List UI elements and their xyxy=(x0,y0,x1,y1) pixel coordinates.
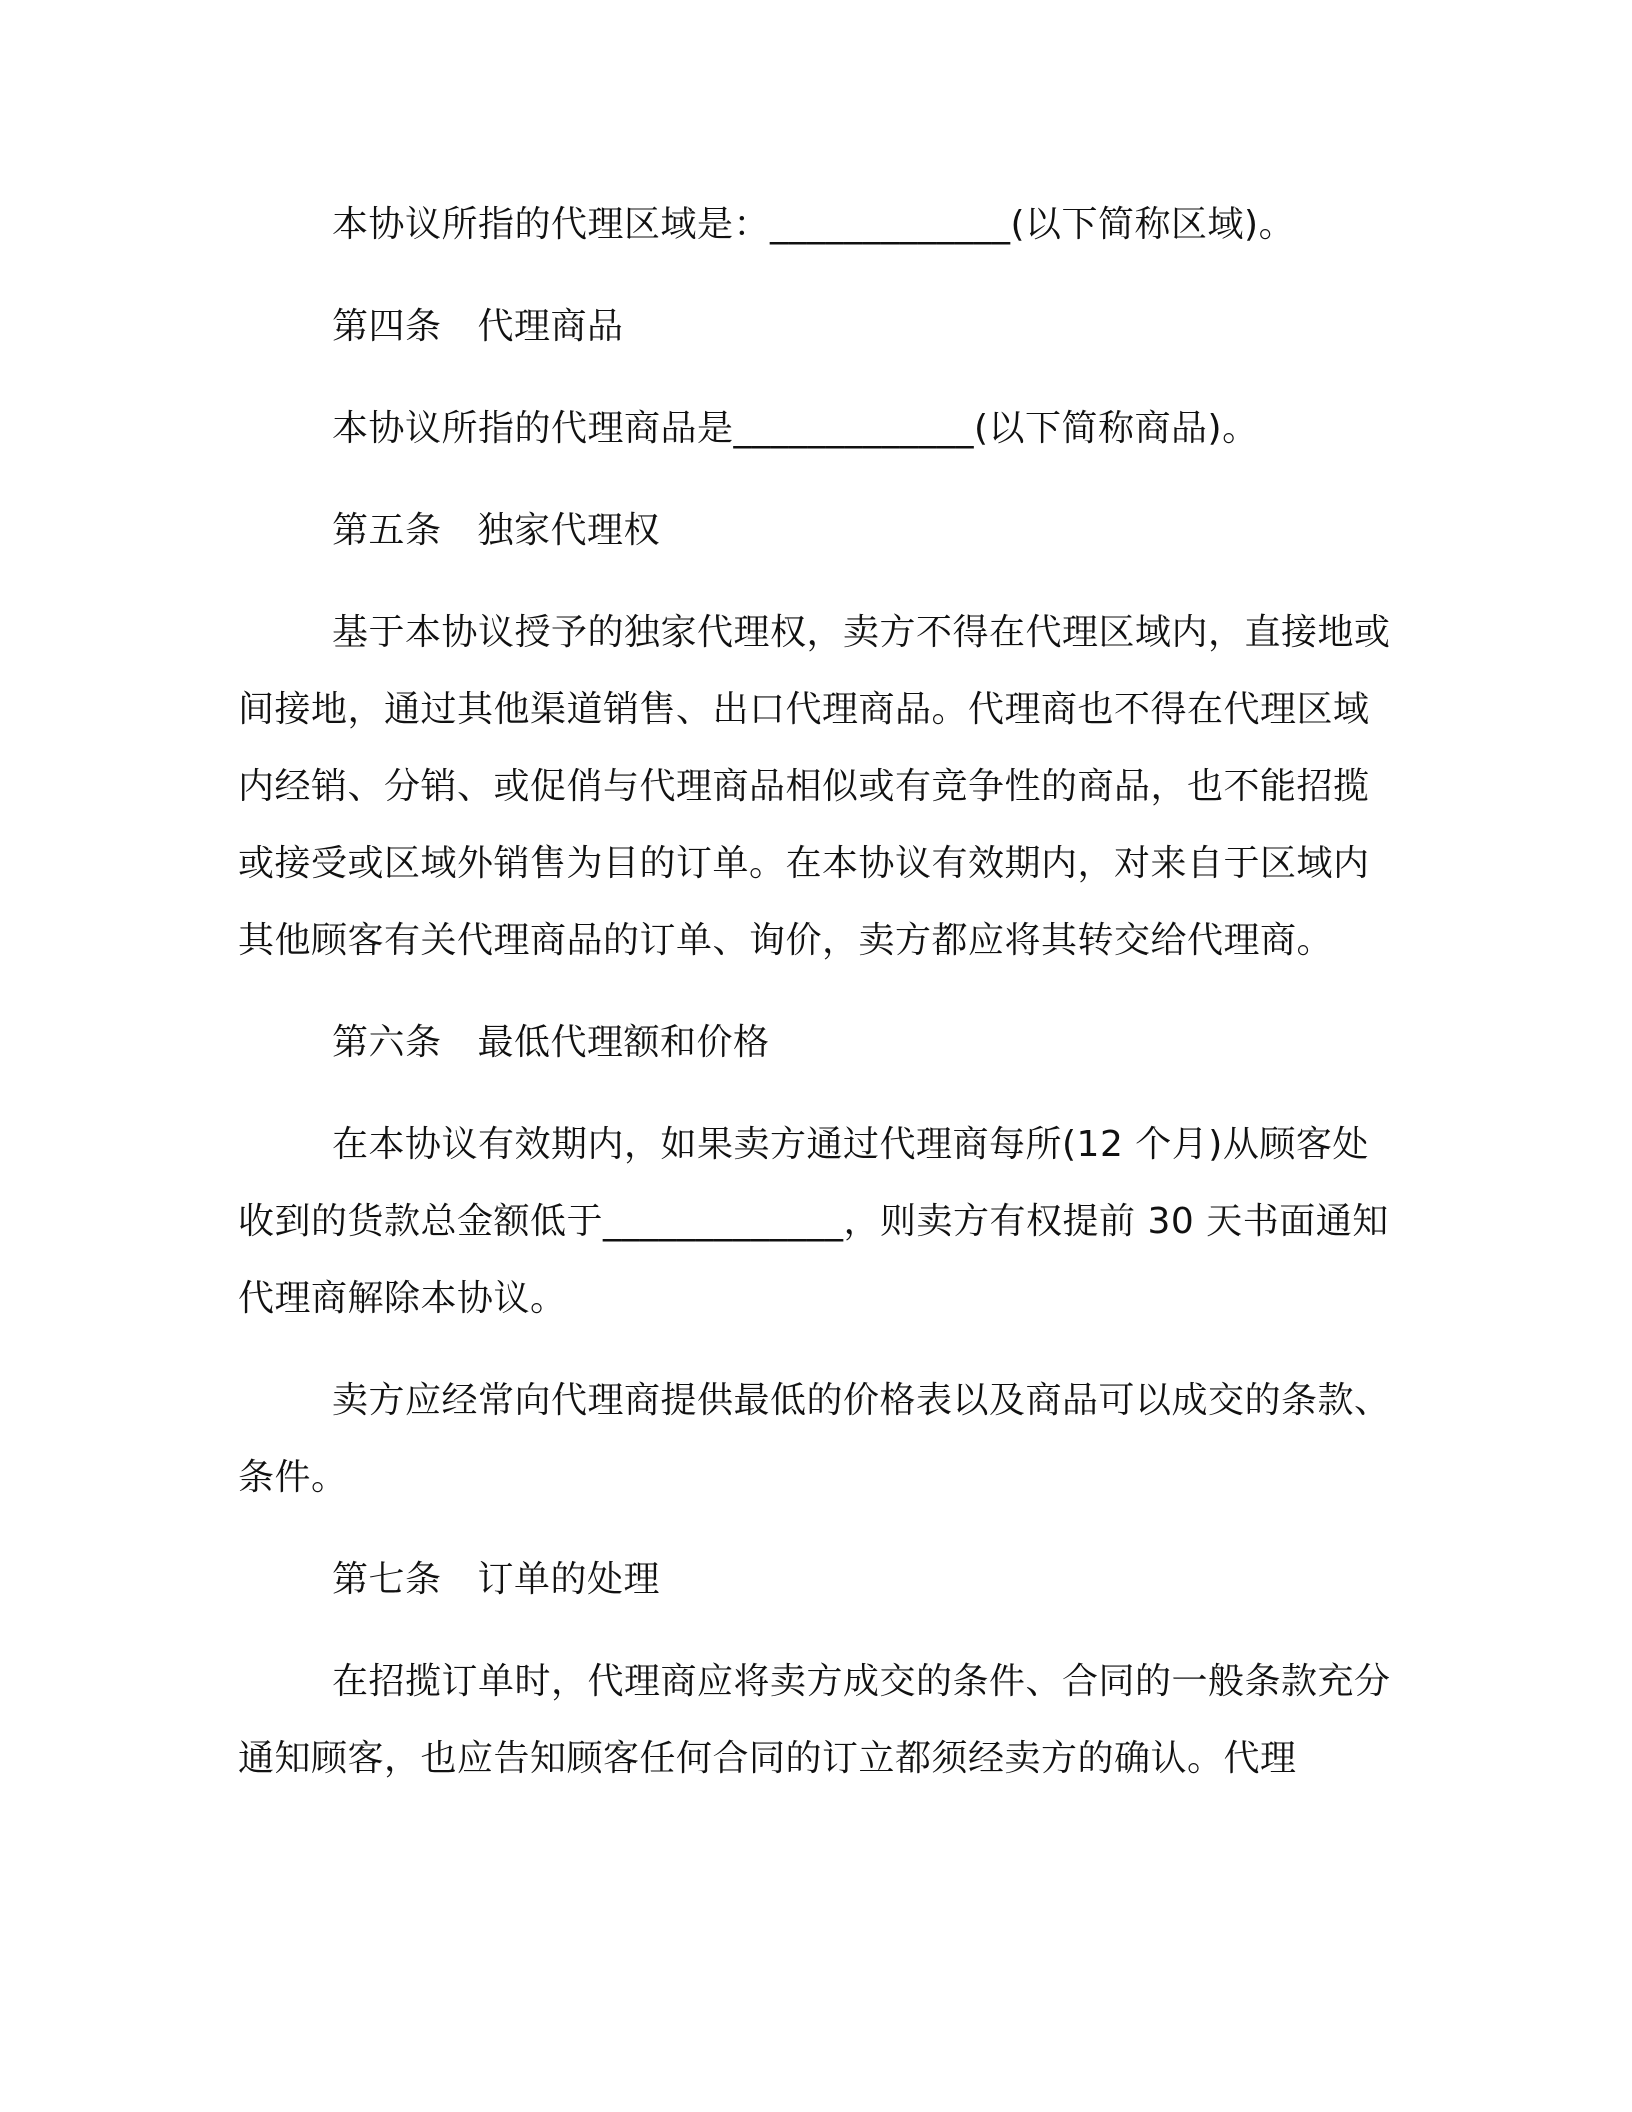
paragraph-agency-goods: 本协议所指的代理商品是_____________(以下简称商品)。 xyxy=(332,408,1259,449)
article-number: 第四条 xyxy=(332,306,442,347)
article-heading-4 xyxy=(238,288,1398,365)
paragraph-price-list: 卖方应经常向代理商提供最低的价格表以及商品可以成交的条款、条件。 xyxy=(238,1380,1391,1498)
article-title: 独家代理权 xyxy=(477,510,661,551)
article-title: 订单的处理 xyxy=(477,1559,661,1600)
article-heading-6 xyxy=(238,1004,1398,1081)
article-title: 代理商品 xyxy=(477,306,624,347)
article-number: 第六条 xyxy=(332,1022,442,1063)
article-heading-5 xyxy=(238,492,1398,569)
paragraph-order-handling: 在招揽订单时，代理商应将卖方成交的条件、合同的一般条款充分通知顾客，也应告知顾客任何合同的订立都须经卖方的确认。代理 xyxy=(238,1661,1391,1779)
document-body xyxy=(238,186,1398,1797)
paragraph-minimum-amount: 在本协议有效期内，如果卖方通过代理商每所(12 个月)从顾客处收到的货款总金额低于_____________，则卖方有权提前 30 天书面通知代理商解除本协议。 xyxy=(238,1124,1389,1319)
article-number: 第七条 xyxy=(332,1559,442,1600)
paragraph-agency-region: 本协议所指的代理区域是：_____________(以下简称区域)。 xyxy=(332,204,1296,245)
article-title: 最低代理额和价格 xyxy=(477,1022,770,1063)
article-heading-7 xyxy=(238,1541,1398,1618)
paragraph-exclusive-right: 基于本协议授予的独家代理权，卖方不得在代理区域内，直接地或间接地，通过其他渠道销售、出口代理商品。代理商也不得在代理区域内经销、分销、或促俏与代理商品相似或有竞争性的商品，也不能招揽或接受或区域外销售为目的订单。在本协议有效期内，对来自于区域内其他顾客有关代理商品的订单、询价，卖方都应将其转交给代理商。 xyxy=(238,612,1391,961)
article-number: 第五条 xyxy=(332,510,442,551)
